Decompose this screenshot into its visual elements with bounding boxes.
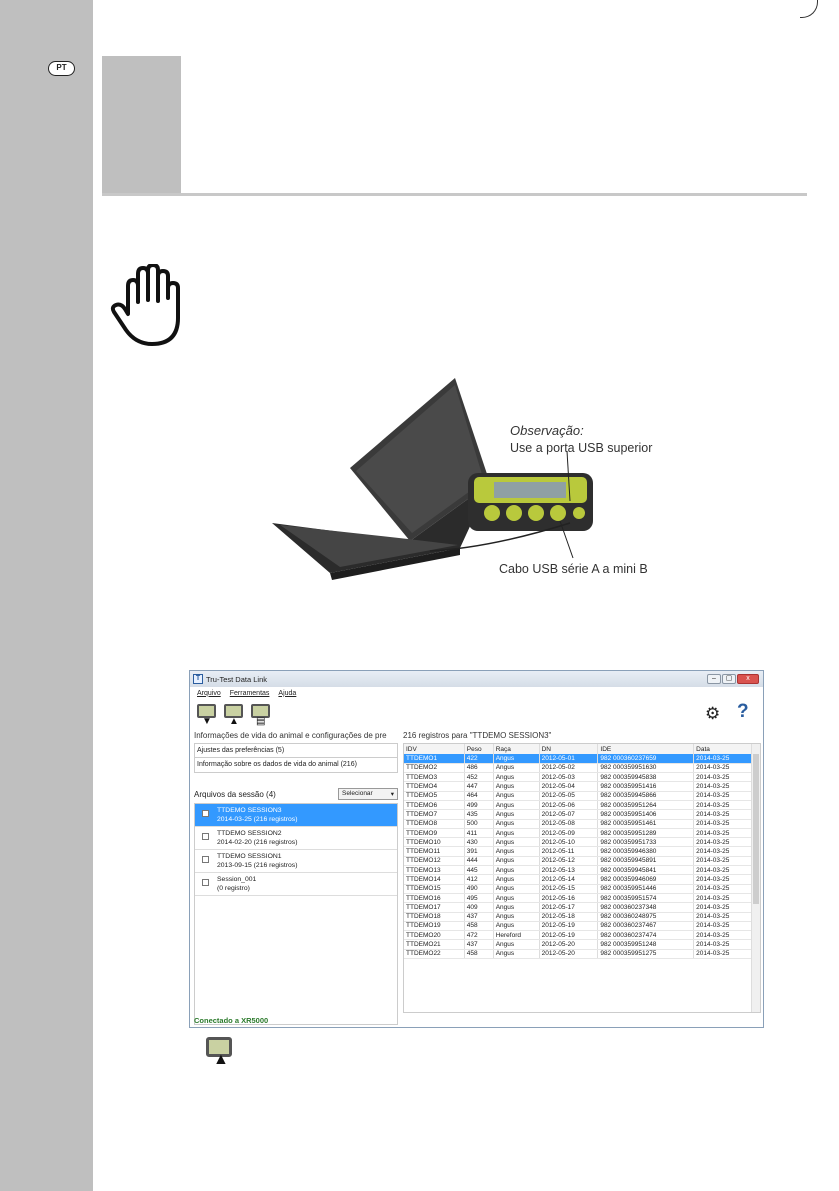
- right-pane: [403, 731, 761, 1013]
- table-row[interactable]: [404, 810, 753, 819]
- table-cell: 2014-03-25: [694, 763, 753, 772]
- table-cell: TTDEMO9: [404, 828, 464, 837]
- table-cell: 458: [464, 921, 493, 930]
- table-row[interactable]: [404, 875, 753, 884]
- table-row[interactable]: [404, 884, 753, 893]
- table-cell: 2014-03-25: [694, 912, 753, 921]
- table-cell: 982 000359951461: [598, 819, 694, 828]
- table-row[interactable]: [404, 912, 753, 921]
- menu-file[interactable]: Arquivo: [197, 689, 221, 697]
- table-cell: 2012-05-16: [539, 893, 598, 902]
- table-cell: TTDEMO11: [404, 847, 464, 856]
- app-window: [189, 670, 764, 1028]
- table-row[interactable]: [404, 903, 753, 912]
- column-header[interactable]: DN: [539, 744, 598, 754]
- session-info: 2014-03-25 (216 registros): [217, 816, 298, 823]
- table-cell: TTDEMO5: [404, 791, 464, 800]
- session-item[interactable]: [195, 850, 397, 873]
- observation-title: Observação:: [510, 423, 584, 438]
- session-list: [194, 803, 398, 1025]
- table-cell: 445: [464, 866, 493, 875]
- table-cell: 2012-05-08: [539, 819, 598, 828]
- table-cell: TTDEMO20: [404, 931, 464, 940]
- table-cell: TTDEMO6: [404, 800, 464, 809]
- table-cell: Angus: [493, 773, 539, 782]
- table-cell: 982 000359951264: [598, 800, 694, 809]
- session-checkbox[interactable]: [202, 856, 209, 863]
- table-cell: 982 000359945866: [598, 791, 694, 800]
- table-cell: TTDEMO12: [404, 856, 464, 865]
- table-cell: 982 000359951446: [598, 884, 694, 893]
- session-checkbox[interactable]: [202, 833, 209, 840]
- session-name: TTDEMO SESSION1: [217, 853, 282, 860]
- table-cell: 982 000360237467: [598, 921, 694, 930]
- table-cell: 435: [464, 810, 493, 819]
- table-row[interactable]: [404, 819, 753, 828]
- table-cell: 2012-05-03: [539, 773, 598, 782]
- table-row[interactable]: [404, 856, 753, 865]
- table-cell: 982 000359945841: [598, 866, 694, 875]
- table-cell: 2012-05-20: [539, 949, 598, 958]
- table-cell: 2014-03-25: [694, 903, 753, 912]
- table-cell: 2012-05-12: [539, 856, 598, 865]
- table-cell: 2014-03-25: [694, 810, 753, 819]
- table-cell: 2014-03-25: [694, 819, 753, 828]
- table-cell: 464: [464, 791, 493, 800]
- table-cell: 982 000359951416: [598, 782, 694, 791]
- session-item[interactable]: [195, 873, 397, 896]
- language-badge: PT: [48, 61, 75, 76]
- table-cell: 391: [464, 847, 493, 856]
- window-title: Tru-Test Data Link: [206, 674, 267, 684]
- table-cell: 437: [464, 940, 493, 949]
- table-cell: Angus: [493, 847, 539, 856]
- table-cell: 2014-03-25: [694, 949, 753, 958]
- table-row[interactable]: [404, 754, 753, 763]
- table-cell: 2012-05-13: [539, 866, 598, 875]
- table-cell: TTDEMO2: [404, 763, 464, 772]
- export-file-icon[interactable]: ▤: [250, 702, 272, 724]
- table-cell: 412: [464, 875, 493, 884]
- cable-label: Cabo USB série A a mini B: [499, 562, 648, 576]
- table-cell: TTDEMO1: [404, 754, 464, 763]
- table-cell: 982 000359951289: [598, 828, 694, 837]
- table-cell: Angus: [493, 866, 539, 875]
- help-icon[interactable]: ?: [737, 701, 749, 722]
- table-cell: 2012-05-19: [539, 921, 598, 930]
- table-cell: 2012-05-02: [539, 763, 598, 772]
- table-cell: 2014-03-25: [694, 884, 753, 893]
- close-button[interactable]: x: [737, 674, 759, 684]
- toolbar: [190, 699, 763, 727]
- table-cell: Angus: [493, 856, 539, 865]
- observation-text: Use a porta USB superior: [510, 441, 653, 455]
- column-header[interactable]: IDV: [404, 744, 464, 754]
- table-cell: TTDEMO10: [404, 838, 464, 847]
- table-cell: 411: [464, 828, 493, 837]
- table-cell: 452: [464, 773, 493, 782]
- table-cell: 2012-05-01: [539, 754, 598, 763]
- table-cell: 2014-03-25: [694, 791, 753, 800]
- table-cell: TTDEMO8: [404, 819, 464, 828]
- table-cell: TTDEMO22: [404, 949, 464, 958]
- table-cell: 982 000359951574: [598, 893, 694, 902]
- menu-tools[interactable]: Ferramentas: [229, 689, 270, 697]
- pref-settings-item[interactable]: Ajustes das preferências (5): [194, 743, 398, 758]
- table-cell: TTDEMO13: [404, 866, 464, 875]
- scroll-thumb[interactable]: [753, 754, 759, 904]
- menu-bar: [190, 687, 763, 699]
- minimize-button[interactable]: –: [707, 674, 721, 684]
- table-cell: 2014-03-25: [694, 838, 753, 847]
- table-row[interactable]: [404, 940, 753, 949]
- table-cell: TTDEMO7: [404, 810, 464, 819]
- table-cell: 982 000360248975: [598, 912, 694, 921]
- upload-device-icon: ▲: [205, 1036, 235, 1070]
- table-cell: TTDEMO3: [404, 773, 464, 782]
- table-cell: 2014-03-25: [694, 754, 753, 763]
- table-row[interactable]: [404, 931, 753, 940]
- records-table: [404, 744, 753, 959]
- table-cell: 2014-03-25: [694, 921, 753, 930]
- table-cell: Angus: [493, 791, 539, 800]
- table-cell: Angus: [493, 810, 539, 819]
- table-cell: Angus: [493, 903, 539, 912]
- menu-help[interactable]: Ajuda: [278, 689, 297, 697]
- session-checkbox[interactable]: [202, 810, 209, 817]
- table-row[interactable]: [404, 949, 753, 958]
- table-row[interactable]: [404, 847, 753, 856]
- table-cell: 982 000359951733: [598, 838, 694, 847]
- table-cell: 982 000359946069: [598, 875, 694, 884]
- table-cell: TTDEMO17: [404, 903, 464, 912]
- table-cell: 2014-03-25: [694, 773, 753, 782]
- table-cell: 2012-05-10: [539, 838, 598, 847]
- table-cell: 2012-05-18: [539, 912, 598, 921]
- table-row[interactable]: [404, 782, 753, 791]
- table-cell: Angus: [493, 819, 539, 828]
- table-cell: Hereford: [493, 931, 539, 940]
- table-cell: 2014-03-25: [694, 856, 753, 865]
- table-cell: 2014-03-25: [694, 875, 753, 884]
- table-cell: 982 000359945838: [598, 773, 694, 782]
- table-cell: 2012-05-09: [539, 828, 598, 837]
- table-cell: 982 000359951406: [598, 810, 694, 819]
- table-cell: Angus: [493, 893, 539, 902]
- crop-mark: [800, 0, 818, 18]
- table-cell: 2014-03-25: [694, 866, 753, 875]
- title-bar: [190, 671, 763, 687]
- maximize-button[interactable]: ▢: [722, 674, 736, 684]
- animal-life-data-item[interactable]: Informação sobre os dados de vida do animal (216): [194, 758, 398, 773]
- table-cell: 2012-05-06: [539, 800, 598, 809]
- status-bar: Conectado a XR5000: [194, 1016, 269, 1025]
- table-cell: Angus: [493, 782, 539, 791]
- table-row[interactable]: [404, 838, 753, 847]
- table-cell: TTDEMO18: [404, 912, 464, 921]
- table-row[interactable]: [404, 763, 753, 772]
- session-checkbox[interactable]: [202, 879, 209, 886]
- table-cell: 2012-05-11: [539, 847, 598, 856]
- table-cell: Angus: [493, 912, 539, 921]
- table-cell: Angus: [493, 921, 539, 930]
- session-name: TTDEMO SESSION2: [217, 830, 282, 837]
- table-cell: 422: [464, 754, 493, 763]
- session-item[interactable]: [195, 804, 397, 827]
- session-info: (0 registro): [217, 885, 250, 892]
- app-logo-icon: T: [193, 674, 203, 684]
- table-cell: TTDEMO4: [404, 782, 464, 791]
- section-tab: [102, 56, 181, 194]
- table-cell: 500: [464, 819, 493, 828]
- table-cell: 2012-05-07: [539, 810, 598, 819]
- table-cell: 2014-03-25: [694, 931, 753, 940]
- table-cell: 490: [464, 884, 493, 893]
- table-cell: Angus: [493, 875, 539, 884]
- table-cell: 2014-03-25: [694, 782, 753, 791]
- table-cell: 437: [464, 912, 493, 921]
- table-row[interactable]: [404, 866, 753, 875]
- side-margin-bar: [0, 0, 93, 1191]
- session-files-label: Arquivos da sessão (4): [194, 789, 276, 799]
- select-dropdown[interactable]: [338, 788, 398, 800]
- download-device-icon[interactable]: ▼: [196, 702, 218, 724]
- settings-gear-icon[interactable]: ⚙: [705, 704, 721, 723]
- table-cell: Angus: [493, 940, 539, 949]
- table-cell: TTDEMO19: [404, 921, 464, 930]
- table-cell: Angus: [493, 949, 539, 958]
- table-cell: 495: [464, 893, 493, 902]
- table-cell: Angus: [493, 828, 539, 837]
- section-divider: [102, 193, 807, 196]
- table-cell: TTDEMO21: [404, 940, 464, 949]
- table-row[interactable]: [404, 773, 753, 782]
- table-cell: Angus: [493, 884, 539, 893]
- animal-life-header: Informações de vida do animal e configurações de pre: [194, 731, 387, 740]
- laptop-connection-photo: [270, 373, 653, 588]
- session-name: TTDEMO SESSION3: [217, 807, 282, 814]
- table-cell: 2012-05-14: [539, 875, 598, 884]
- table-cell: 444: [464, 856, 493, 865]
- records-table-wrap: [403, 743, 761, 1013]
- column-header[interactable]: Peso: [464, 744, 493, 754]
- records-header: 216 registros para "TTDEMO SESSION3": [403, 731, 552, 740]
- upload-device-icon[interactable]: ▲: [223, 702, 245, 724]
- table-cell: 982 000360237348: [598, 903, 694, 912]
- vertical-scrollbar[interactable]: [751, 744, 760, 1012]
- table-cell: 2014-03-25: [694, 940, 753, 949]
- table-row[interactable]: [404, 791, 753, 800]
- table-cell: 430: [464, 838, 493, 847]
- session-item[interactable]: [195, 827, 397, 850]
- table-cell: 499: [464, 800, 493, 809]
- table-cell: TTDEMO14: [404, 875, 464, 884]
- column-header[interactable]: IDE: [598, 744, 694, 754]
- table-cell: 982 000359951248: [598, 940, 694, 949]
- table-row[interactable]: [404, 828, 753, 837]
- table-cell: Angus: [493, 838, 539, 847]
- table-cell: 447: [464, 782, 493, 791]
- table-cell: 2014-03-25: [694, 847, 753, 856]
- table-cell: 2012-05-04: [539, 782, 598, 791]
- table-row[interactable]: [404, 921, 753, 930]
- table-cell: Angus: [493, 763, 539, 772]
- table-cell: 472: [464, 931, 493, 940]
- table-cell: 2012-05-19: [539, 931, 598, 940]
- table-cell: 982 000359951630: [598, 763, 694, 772]
- table-row[interactable]: [404, 893, 753, 902]
- table-cell: 2012-05-05: [539, 791, 598, 800]
- table-cell: 2012-05-20: [539, 940, 598, 949]
- table-cell: 982 000359945891: [598, 856, 694, 865]
- table-cell: 2014-03-25: [694, 893, 753, 902]
- session-name: Session_001: [217, 876, 257, 883]
- table-cell: 982 000360237659: [598, 754, 694, 763]
- session-info: 2013-09-15 (216 registros): [217, 862, 298, 869]
- table-cell: 409: [464, 903, 493, 912]
- table-cell: 2014-03-25: [694, 828, 753, 837]
- session-info: 2014-02-20 (216 registros): [217, 839, 298, 846]
- table-cell: 458: [464, 949, 493, 958]
- table-cell: 982 000359946380: [598, 847, 694, 856]
- table-cell: 982 000359951275: [598, 949, 694, 958]
- table-cell: 2014-03-25: [694, 800, 753, 809]
- table-cell: 486: [464, 763, 493, 772]
- column-header[interactable]: Raça: [493, 744, 539, 754]
- left-pane: [194, 731, 398, 1013]
- table-cell: 2012-05-17: [539, 903, 598, 912]
- table-cell: Angus: [493, 800, 539, 809]
- table-cell: TTDEMO15: [404, 884, 464, 893]
- table-cell: 982 000360237474: [598, 931, 694, 940]
- table-cell: 2012-05-15: [539, 884, 598, 893]
- hand-stop-icon: [110, 264, 184, 348]
- table-row[interactable]: [404, 800, 753, 809]
- select-label: Selecionar: [342, 790, 373, 797]
- chevron-down-icon: ▾: [390, 791, 394, 798]
- column-header[interactable]: Data: [694, 744, 753, 754]
- table-cell: Angus: [493, 754, 539, 763]
- table-cell: TTDEMO16: [404, 893, 464, 902]
